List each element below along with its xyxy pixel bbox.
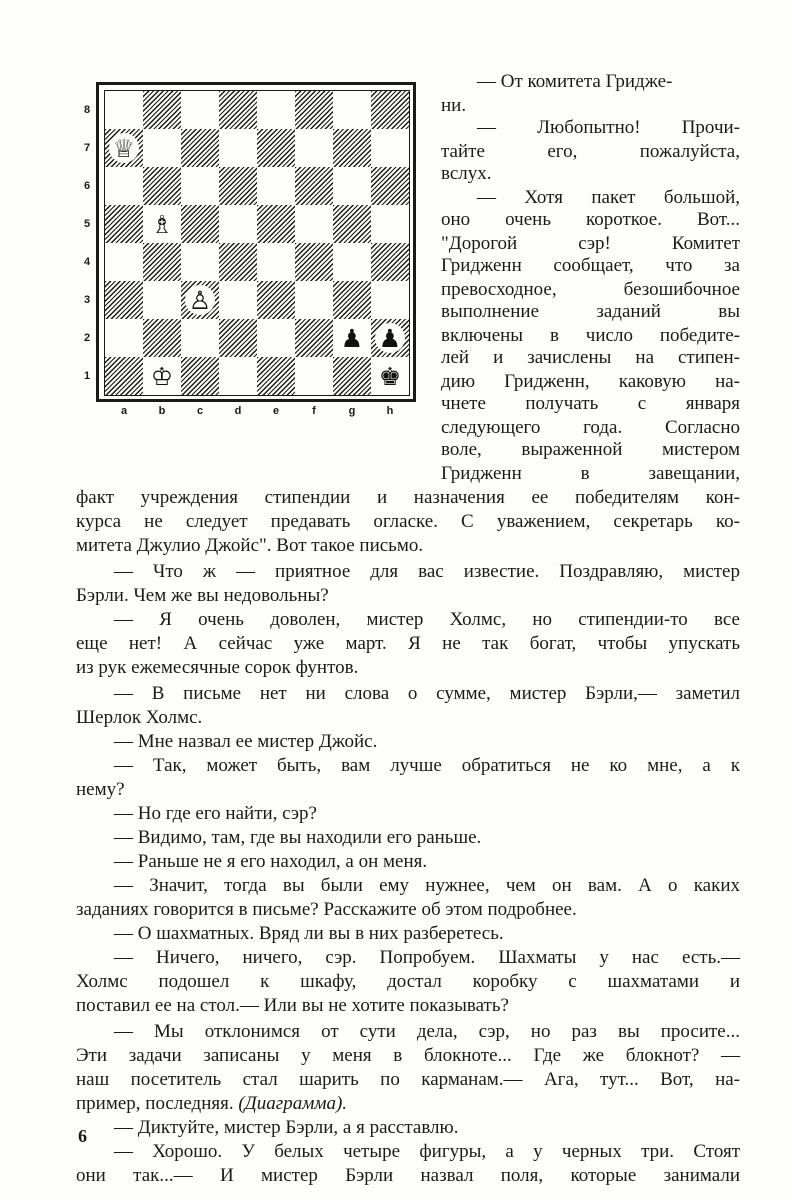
text-line: — От комитета Гридже- xyxy=(477,71,673,92)
white-queen-icon: ♕ xyxy=(105,129,143,167)
text-line: — Что ж — приятное для вас известие. Поздравляю, мистер xyxy=(114,561,740,582)
text-line: выполнение заданий вы xyxy=(441,301,740,322)
board-square-h8 xyxy=(371,91,409,129)
board-square-c8 xyxy=(181,91,219,129)
text-line: оно очень короткое. Вот... xyxy=(441,209,740,230)
text-line: еще нет! А сейчас уже март. Я не так богат, чтобы упускать xyxy=(76,633,740,654)
file-label: c xyxy=(196,405,204,417)
text-line: наш посетитель стал шарить по карманам.— Ага, тут... Вот, на- xyxy=(76,1069,740,1090)
text-line: лей и зачислены на стипен- xyxy=(441,347,740,368)
board-square-e7 xyxy=(257,129,295,167)
board-square-c1 xyxy=(181,357,219,395)
italic-note: (Диаграмма). xyxy=(238,1093,348,1114)
text-line: следующего года. Согласно xyxy=(441,417,740,438)
board-square-a6 xyxy=(105,167,143,205)
text-line: — Значит, тогда вы были ему нужнее, чем он вам. А о каких xyxy=(114,875,740,896)
rank-label: 8 xyxy=(84,104,91,116)
board-square-d4 xyxy=(219,243,257,281)
text-line: — В письме нет ни слова о сумме, мистер Бэрли,— заметил xyxy=(114,683,740,704)
text-fragment: пример, последняя. xyxy=(76,1093,234,1114)
text-line: — Диктуйте, мистер Бэрли, а я расставлю. xyxy=(114,1117,459,1138)
file-label: b xyxy=(158,405,166,417)
board-square-g1 xyxy=(333,357,371,395)
text-line: превосходное, безошибочное xyxy=(441,279,740,300)
file-labels xyxy=(105,405,409,417)
text-line: из рук ежемесячные сорок фунтов. xyxy=(76,657,359,678)
file-label: e xyxy=(272,405,280,417)
file-label: h xyxy=(386,405,394,417)
text-line: включены в число победите- xyxy=(441,325,740,346)
black-pawn-icon: ♟ xyxy=(371,319,409,357)
board-square-g4 xyxy=(333,243,371,281)
text-line: — Раньше не я его находил, а он меня. xyxy=(114,851,428,872)
text-line: Бэрли. Чем же вы недовольны? xyxy=(76,585,329,606)
text-line: — Мне назвал ее мистер Джойс. xyxy=(114,731,378,752)
board-square-d8 xyxy=(219,91,257,129)
board-square-g2 xyxy=(333,319,371,357)
text-line: тайте его, пожалуйста, xyxy=(441,141,740,162)
board-square-f5 xyxy=(295,205,333,243)
text-line: вслух. xyxy=(441,163,492,184)
text-line: — Хорошо. У белых четыре фигуры, а у черных три. Стоят xyxy=(114,1141,740,1162)
board-square-g3 xyxy=(333,281,371,319)
text-line: факт учреждения стипендии и назначения ее победителям кон- xyxy=(76,487,740,508)
text-line: заданиях говорится в письме? Расскажите об этом подробнее. xyxy=(76,899,577,920)
board-square-g6 xyxy=(333,167,371,205)
chess-board xyxy=(104,90,410,396)
rank-label: 4 xyxy=(84,256,91,268)
text-line: они так...— И мистер Бэрли назвал поля, которые занимали xyxy=(76,1165,740,1186)
rank-label: 1 xyxy=(84,370,91,382)
text-line: Гридженн в завещании, xyxy=(441,463,740,484)
board-square-a2 xyxy=(105,319,143,357)
black-pawn-icon: ♟ xyxy=(333,319,371,357)
board-square-g8 xyxy=(333,91,371,129)
board-square-e4 xyxy=(257,243,295,281)
board-square-d3 xyxy=(219,281,257,319)
board-square-c6 xyxy=(181,167,219,205)
board-square-c5 xyxy=(181,205,219,243)
rank-label: 6 xyxy=(84,180,91,192)
text-line: — Хотя пакет большой, xyxy=(477,187,740,208)
text-line: — О шахматных. Вряд ли вы в них разберетесь. xyxy=(114,923,504,944)
board-frame xyxy=(96,82,416,402)
board-square-c4 xyxy=(181,243,219,281)
board-square-g5 xyxy=(333,205,371,243)
board-square-h4 xyxy=(371,243,409,281)
board-square-g7 xyxy=(333,129,371,167)
board-square-b1 xyxy=(143,357,181,395)
text-line: нему? xyxy=(76,779,125,800)
text-line: Холмс подошел к шкафу, достал коробку с шахматами и xyxy=(76,971,740,992)
board-square-e3 xyxy=(257,281,295,319)
file-label: f xyxy=(312,405,316,417)
board-square-d6 xyxy=(219,167,257,205)
board-square-b7 xyxy=(143,129,181,167)
board-square-d7 xyxy=(219,129,257,167)
board-square-e2 xyxy=(257,319,295,357)
board-square-a4 xyxy=(105,243,143,281)
board-square-f3 xyxy=(295,281,333,319)
text-line: дию Гридженн, каковую на- xyxy=(441,371,740,392)
board-square-b5 xyxy=(143,205,181,243)
board-square-h7 xyxy=(371,129,409,167)
text-line: — Видимо, там, где вы находили его раньше. xyxy=(114,827,482,848)
board-square-f2 xyxy=(295,319,333,357)
board-square-h6 xyxy=(371,167,409,205)
white-king-icon: ♔ xyxy=(143,357,181,395)
board-square-h3 xyxy=(371,281,409,319)
white-pawn-icon: ♙ xyxy=(181,281,219,319)
text-line: ни. xyxy=(441,95,467,116)
text-line: воле, выраженной мистером xyxy=(441,439,740,460)
text-line: — Ничего, ничего, сэр. Попробуем. Шахматы у нас есть.— xyxy=(114,947,740,968)
text-line: — Так, может быть, вам лучше обратиться не ко мне, а к xyxy=(114,755,740,776)
board-square-a1 xyxy=(105,357,143,395)
text-line: "Дорогой сэр! Комитет xyxy=(441,233,740,254)
black-king-icon: ♚ xyxy=(371,357,409,395)
board-square-a8 xyxy=(105,91,143,129)
text-line: — Я очень доволен, мистер Холмс, но стипендии-то все xyxy=(114,609,740,630)
board-square-h2 xyxy=(371,319,409,357)
board-square-b6 xyxy=(143,167,181,205)
board-square-c2 xyxy=(181,319,219,357)
file-label: g xyxy=(348,405,356,417)
board-square-f7 xyxy=(295,129,333,167)
board-square-e1 xyxy=(257,357,295,395)
chess-diagram xyxy=(84,82,424,422)
text-line: чнете получать с января xyxy=(441,393,740,414)
board-square-e6 xyxy=(257,167,295,205)
board-square-d1 xyxy=(219,357,257,395)
rank-label: 3 xyxy=(84,294,91,306)
page-number: 6 xyxy=(78,1126,87,1146)
file-label: d xyxy=(234,405,242,417)
board-square-d5 xyxy=(219,205,257,243)
board-square-d2 xyxy=(219,319,257,357)
board-square-e5 xyxy=(257,205,295,243)
board-square-c7 xyxy=(181,129,219,167)
text-line: поставил ее на стол.— Или вы не хотите показывать? xyxy=(76,995,509,1016)
rank-label: 2 xyxy=(84,332,91,344)
board-square-f1 xyxy=(295,357,333,395)
board-square-a5 xyxy=(105,205,143,243)
text-line xyxy=(76,1092,740,1116)
text-line: Шерлок Холмс. xyxy=(76,707,203,728)
board-square-h5 xyxy=(371,205,409,243)
board-square-b8 xyxy=(143,91,181,129)
board-square-a3 xyxy=(105,281,143,319)
board-square-b2 xyxy=(143,319,181,357)
text-line: курса не следует предавать огласке. С уважением, секретарь ко- xyxy=(76,511,740,532)
text-line: — Любопытно! Прочи- xyxy=(477,117,740,138)
board-square-f4 xyxy=(295,243,333,281)
board-square-b3 xyxy=(143,281,181,319)
text-line: Эти задачи записаны у меня в блокноте... Где же блокнот? — xyxy=(76,1045,740,1066)
text-line: митета Джулио Джойс". Вот такое письмо. xyxy=(76,535,424,556)
board-square-c3 xyxy=(181,281,219,319)
file-label: a xyxy=(120,405,128,417)
text-line: Гридженн сообщает, что за xyxy=(441,255,740,276)
rank-labels xyxy=(84,91,96,395)
board-square-h1 xyxy=(371,357,409,395)
board-square-f8 xyxy=(295,91,333,129)
rank-label: 7 xyxy=(84,142,91,154)
board-square-e8 xyxy=(257,91,295,129)
text-line: — Но где его найти, сэр? xyxy=(114,803,317,824)
board-square-a7 xyxy=(105,129,143,167)
rank-label: 5 xyxy=(84,218,91,230)
board-square-f6 xyxy=(295,167,333,205)
text-line: — Мы отклонимся от сути дела, сэр, но раз вы просите... xyxy=(114,1021,740,1042)
board-square-b4 xyxy=(143,243,181,281)
white-bishop-icon: ♗ xyxy=(143,205,181,243)
